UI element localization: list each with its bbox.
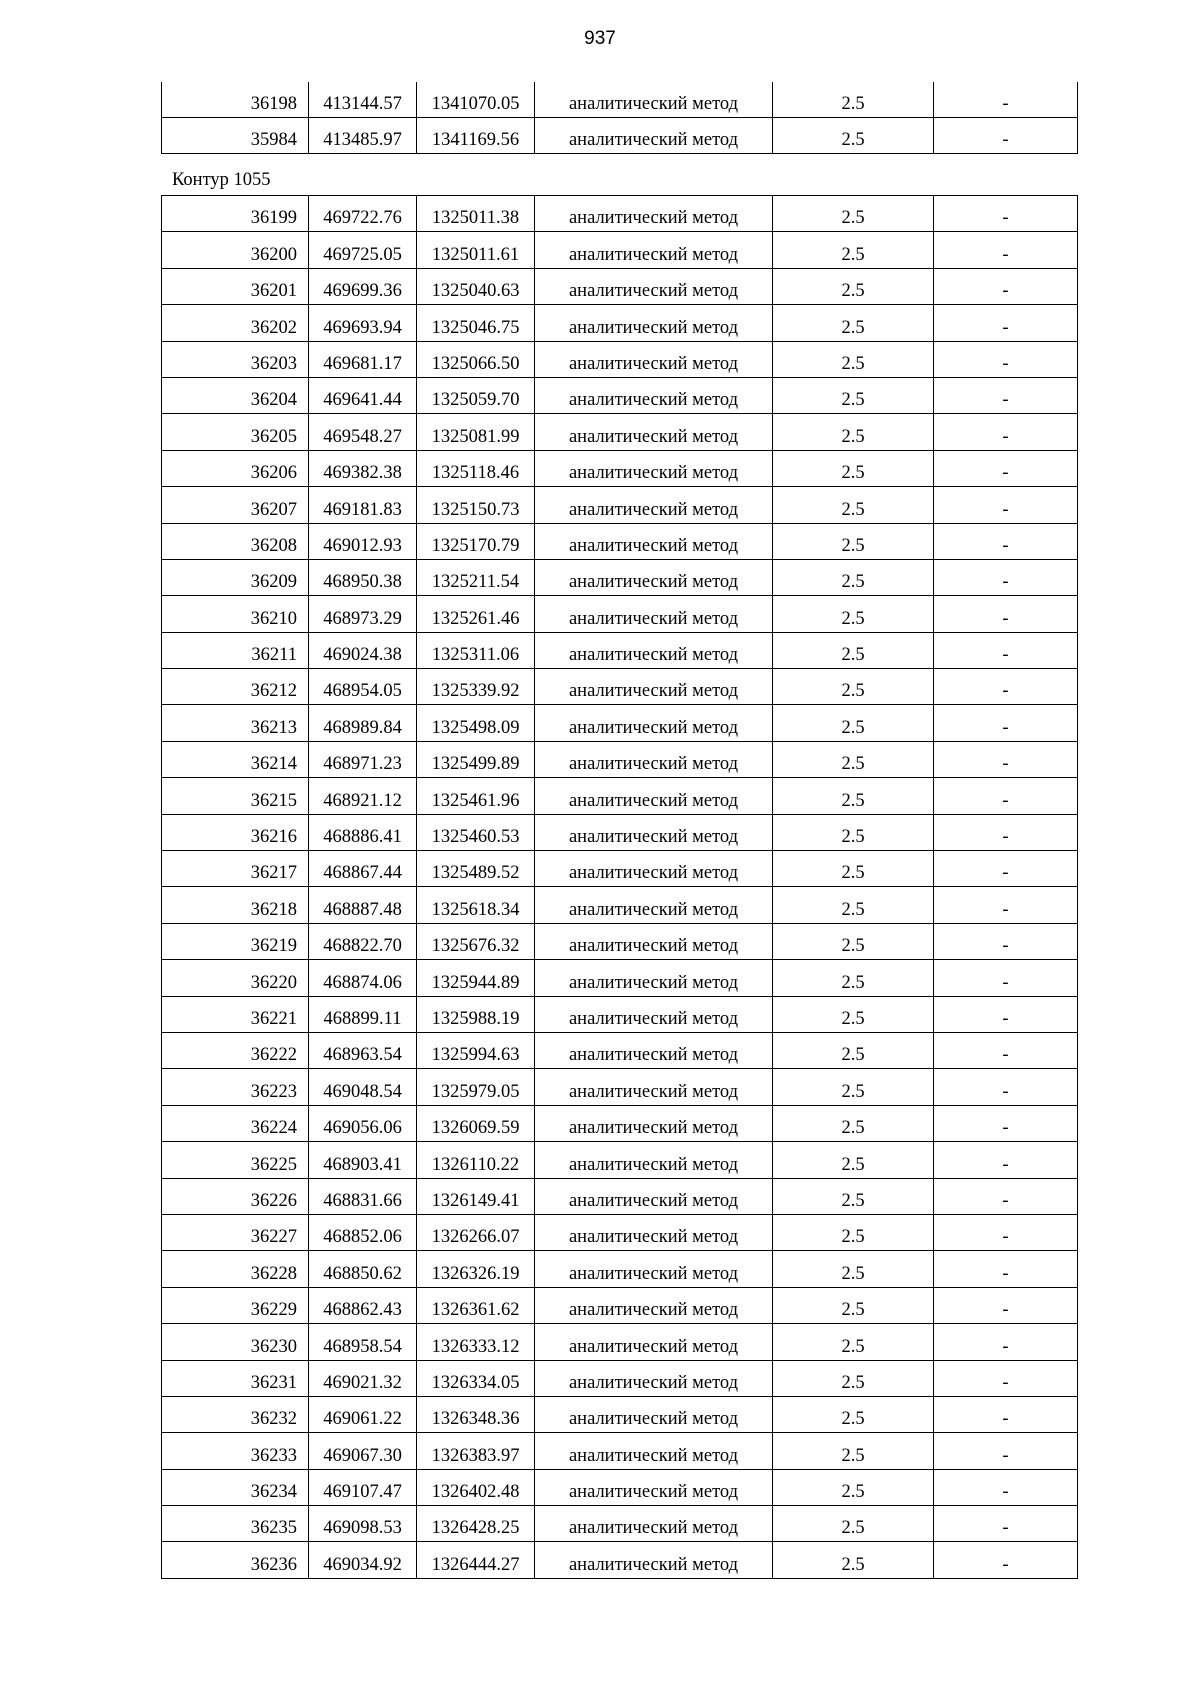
cell-coordinate-y: 1325046.75 — [417, 305, 535, 341]
cell-coordinate-y: 1325059.70 — [417, 377, 535, 413]
cell-accuracy: 2.5 — [773, 851, 934, 887]
cell-coordinate-y: 1325081.99 — [417, 414, 535, 450]
cell-coordinate-y: 1325988.19 — [417, 996, 535, 1032]
cell-note: - — [934, 1069, 1078, 1105]
cell-coordinate-y: 1325011.38 — [417, 196, 535, 232]
cell-coordinate-y: 1326266.07 — [417, 1214, 535, 1250]
cell-coordinate-y: 1325944.89 — [417, 960, 535, 996]
cell-accuracy: 2.5 — [773, 82, 934, 117]
cell-note: - — [934, 851, 1078, 887]
cell-point-number: 36209 — [162, 559, 309, 595]
cell-method: аналитический метод — [535, 523, 773, 559]
cell-note: - — [934, 1142, 1078, 1178]
cell-method: аналитический метод — [535, 341, 773, 377]
cell-coordinate-x: 468867.44 — [309, 851, 417, 887]
cell-point-number: 35984 — [162, 117, 309, 153]
table-row — [162, 559, 1078, 595]
cell-accuracy: 2.5 — [773, 1324, 934, 1360]
cell-accuracy: 2.5 — [773, 1105, 934, 1141]
cell-note: - — [934, 341, 1078, 377]
cell-coordinate-x: 469382.38 — [309, 450, 417, 486]
cell-accuracy: 2.5 — [773, 1433, 934, 1469]
table-row — [162, 487, 1078, 523]
cell-coordinate-y: 1325311.06 — [417, 632, 535, 668]
cell-point-number: 36218 — [162, 887, 309, 923]
table-row — [162, 814, 1078, 850]
cell-coordinate-x: 468973.29 — [309, 596, 417, 632]
table-row — [162, 1433, 1078, 1469]
cell-note: - — [934, 196, 1078, 232]
cell-note: - — [934, 268, 1078, 304]
coordinates-table-continued — [161, 82, 1078, 154]
cell-note: - — [934, 996, 1078, 1032]
cell-point-number: 36201 — [162, 268, 309, 304]
cell-note: - — [934, 559, 1078, 595]
cell-point-number: 36220 — [162, 960, 309, 996]
cell-accuracy: 2.5 — [773, 341, 934, 377]
cell-method: аналитический метод — [535, 268, 773, 304]
table-row — [162, 1506, 1078, 1542]
table-row — [162, 1469, 1078, 1505]
cell-method: аналитический метод — [535, 1069, 773, 1105]
cell-accuracy: 2.5 — [773, 1360, 934, 1396]
cell-accuracy: 2.5 — [773, 117, 934, 153]
table-body — [162, 82, 1078, 153]
cell-accuracy: 2.5 — [773, 414, 934, 450]
table-row — [162, 82, 1078, 117]
cell-accuracy: 2.5 — [773, 1542, 934, 1578]
table-row — [162, 1360, 1078, 1396]
cell-note: - — [934, 923, 1078, 959]
cell-coordinate-x: 469012.93 — [309, 523, 417, 559]
cell-point-number: 36235 — [162, 1506, 309, 1542]
table-row — [162, 851, 1078, 887]
table-row — [162, 996, 1078, 1032]
cell-note: - — [934, 1251, 1078, 1287]
cell-accuracy: 2.5 — [773, 559, 934, 595]
table-row — [162, 268, 1078, 304]
cell-method: аналитический метод — [535, 1105, 773, 1141]
cell-point-number: 36221 — [162, 996, 309, 1032]
cell-point-number: 36234 — [162, 1469, 309, 1505]
cell-accuracy: 2.5 — [773, 1396, 934, 1432]
cell-note: - — [934, 305, 1078, 341]
cell-point-number: 36223 — [162, 1069, 309, 1105]
cell-point-number: 36212 — [162, 669, 309, 705]
cell-coordinate-x: 469048.54 — [309, 1069, 417, 1105]
cell-coordinate-x: 469548.27 — [309, 414, 417, 450]
cell-coordinate-y: 1325170.79 — [417, 523, 535, 559]
cell-method: аналитический метод — [535, 1287, 773, 1323]
cell-coordinate-x: 468887.48 — [309, 887, 417, 923]
cell-point-number: 36210 — [162, 596, 309, 632]
cell-point-number: 36198 — [162, 82, 309, 117]
cell-point-number: 36217 — [162, 851, 309, 887]
cell-note: - — [934, 1214, 1078, 1250]
cell-coordinate-y: 1325461.96 — [417, 778, 535, 814]
cell-method: аналитический метод — [535, 1142, 773, 1178]
cell-coordinate-y: 1326402.48 — [417, 1469, 535, 1505]
cell-note: - — [934, 1469, 1078, 1505]
cell-coordinate-y: 1341070.05 — [417, 82, 535, 117]
table-row — [162, 887, 1078, 923]
cell-coordinate-y: 1326333.12 — [417, 1324, 535, 1360]
table-row — [162, 1032, 1078, 1068]
cell-method: аналитический метод — [535, 596, 773, 632]
cell-note: - — [934, 887, 1078, 923]
cell-point-number: 36233 — [162, 1433, 309, 1469]
cell-point-number: 36216 — [162, 814, 309, 850]
cell-method: аналитический метод — [535, 741, 773, 777]
table-row — [162, 1287, 1078, 1323]
cell-point-number: 36208 — [162, 523, 309, 559]
cell-accuracy: 2.5 — [773, 1069, 934, 1105]
cell-coordinate-y: 1325994.63 — [417, 1032, 535, 1068]
cell-coordinate-y: 1325676.32 — [417, 923, 535, 959]
cell-coordinate-x: 469699.36 — [309, 268, 417, 304]
table-row — [162, 705, 1078, 741]
cell-accuracy: 2.5 — [773, 814, 934, 850]
cell-accuracy: 2.5 — [773, 232, 934, 268]
cell-accuracy: 2.5 — [773, 632, 934, 668]
cell-coordinate-y: 1326348.36 — [417, 1396, 535, 1432]
cell-method: аналитический метод — [535, 1324, 773, 1360]
cell-coordinate-x: 469641.44 — [309, 377, 417, 413]
cell-coordinate-x: 468963.54 — [309, 1032, 417, 1068]
table-row — [162, 741, 1078, 777]
cell-accuracy: 2.5 — [773, 1178, 934, 1214]
cell-method: аналитический метод — [535, 778, 773, 814]
cell-coordinate-y: 1326326.19 — [417, 1251, 535, 1287]
cell-method: аналитический метод — [535, 923, 773, 959]
cell-method: аналитический метод — [535, 487, 773, 523]
cell-coordinate-x: 468903.41 — [309, 1142, 417, 1178]
cell-point-number: 36199 — [162, 196, 309, 232]
table-row — [162, 960, 1078, 996]
cell-accuracy: 2.5 — [773, 705, 934, 741]
table-row — [162, 450, 1078, 486]
cell-coordinate-x: 413144.57 — [309, 82, 417, 117]
cell-coordinate-x: 469693.94 — [309, 305, 417, 341]
cell-point-number: 36219 — [162, 923, 309, 959]
cell-coordinate-y: 1325489.52 — [417, 851, 535, 887]
cell-accuracy: 2.5 — [773, 669, 934, 705]
table-row — [162, 377, 1078, 413]
cell-coordinate-x: 413485.97 — [309, 117, 417, 153]
table-row — [162, 778, 1078, 814]
cell-coordinate-y: 1326069.59 — [417, 1105, 535, 1141]
cell-accuracy: 2.5 — [773, 268, 934, 304]
cell-coordinate-y: 1326444.27 — [417, 1542, 535, 1578]
cell-accuracy: 2.5 — [773, 778, 934, 814]
cell-coordinate-x: 469725.05 — [309, 232, 417, 268]
cell-method: аналитический метод — [535, 559, 773, 595]
cell-note: - — [934, 669, 1078, 705]
cell-note: - — [934, 523, 1078, 559]
cell-coordinate-x: 469181.83 — [309, 487, 417, 523]
cell-note: - — [934, 1396, 1078, 1432]
table-row — [162, 196, 1078, 232]
table-row — [162, 117, 1078, 153]
cell-method: аналитический метод — [535, 450, 773, 486]
cell-coordinate-y: 1326149.41 — [417, 1178, 535, 1214]
cell-coordinate-x: 468950.38 — [309, 559, 417, 595]
cell-accuracy: 2.5 — [773, 1032, 934, 1068]
cell-point-number: 36228 — [162, 1251, 309, 1287]
cell-coordinate-x: 468831.66 — [309, 1178, 417, 1214]
cell-method: аналитический метод — [535, 82, 773, 117]
cell-accuracy: 2.5 — [773, 1251, 934, 1287]
cell-method: аналитический метод — [535, 1506, 773, 1542]
cell-method: аналитический метод — [535, 996, 773, 1032]
cell-note: - — [934, 814, 1078, 850]
table-row — [162, 632, 1078, 668]
cell-coordinate-x: 469056.06 — [309, 1105, 417, 1141]
cell-note: - — [934, 632, 1078, 668]
cell-coordinate-x: 469098.53 — [309, 1506, 417, 1542]
cell-coordinate-x: 469061.22 — [309, 1396, 417, 1432]
cell-coordinate-x: 468971.23 — [309, 741, 417, 777]
cell-note: - — [934, 1178, 1078, 1214]
cell-accuracy: 2.5 — [773, 523, 934, 559]
cell-accuracy: 2.5 — [773, 596, 934, 632]
table-row — [162, 1069, 1078, 1105]
cell-coordinate-x: 469021.32 — [309, 1360, 417, 1396]
cell-note: - — [934, 117, 1078, 153]
cell-accuracy: 2.5 — [773, 1506, 934, 1542]
cell-coordinate-x: 468850.62 — [309, 1251, 417, 1287]
contour-label: Контур 1055 — [172, 170, 271, 190]
cell-coordinate-x: 468921.12 — [309, 778, 417, 814]
cell-method: аналитический метод — [535, 632, 773, 668]
cell-coordinate-y: 1325011.61 — [417, 232, 535, 268]
cell-method: аналитический метод — [535, 814, 773, 850]
cell-coordinate-x: 468886.41 — [309, 814, 417, 850]
cell-coordinate-y: 1326334.05 — [417, 1360, 535, 1396]
cell-accuracy: 2.5 — [773, 1287, 934, 1323]
cell-coordinate-x: 468989.84 — [309, 705, 417, 741]
table-row — [162, 341, 1078, 377]
cell-method: аналитический метод — [535, 232, 773, 268]
cell-coordinate-y: 1325211.54 — [417, 559, 535, 595]
cell-note: - — [934, 1506, 1078, 1542]
cell-method: аналитический метод — [535, 705, 773, 741]
cell-note: - — [934, 705, 1078, 741]
table-row — [162, 523, 1078, 559]
cell-point-number: 36213 — [162, 705, 309, 741]
cell-point-number: 36222 — [162, 1032, 309, 1068]
cell-point-number: 36204 — [162, 377, 309, 413]
cell-coordinate-x: 469681.17 — [309, 341, 417, 377]
cell-accuracy: 2.5 — [773, 1469, 934, 1505]
table-row — [162, 669, 1078, 705]
table-row — [162, 305, 1078, 341]
cell-point-number: 36205 — [162, 414, 309, 450]
cell-coordinate-x: 469034.92 — [309, 1542, 417, 1578]
cell-method: аналитический метод — [535, 851, 773, 887]
cell-point-number: 36227 — [162, 1214, 309, 1250]
cell-point-number: 36211 — [162, 632, 309, 668]
cell-point-number: 36230 — [162, 1324, 309, 1360]
cell-point-number: 36200 — [162, 232, 309, 268]
table-row — [162, 1251, 1078, 1287]
cell-accuracy: 2.5 — [773, 196, 934, 232]
cell-note: - — [934, 741, 1078, 777]
table-row — [162, 1105, 1078, 1141]
cell-method: аналитический метод — [535, 1469, 773, 1505]
cell-note: - — [934, 450, 1078, 486]
cell-accuracy: 2.5 — [773, 923, 934, 959]
cell-coordinate-y: 1326361.62 — [417, 1287, 535, 1323]
cell-coordinate-y: 1325339.92 — [417, 669, 535, 705]
page-number: 937 — [584, 28, 616, 49]
cell-method: аналитический метод — [535, 1542, 773, 1578]
cell-accuracy: 2.5 — [773, 887, 934, 923]
cell-note: - — [934, 596, 1078, 632]
cell-method: аналитический метод — [535, 377, 773, 413]
cell-coordinate-x: 468822.70 — [309, 923, 417, 959]
cell-point-number: 36202 — [162, 305, 309, 341]
cell-note: - — [934, 1287, 1078, 1323]
cell-method: аналитический метод — [535, 1396, 773, 1432]
cell-coordinate-x: 468958.54 — [309, 1324, 417, 1360]
cell-note: - — [934, 1433, 1078, 1469]
cell-coordinate-y: 1325066.50 — [417, 341, 535, 377]
cell-note: - — [934, 778, 1078, 814]
cell-point-number: 36215 — [162, 778, 309, 814]
cell-coordinate-x: 468862.43 — [309, 1287, 417, 1323]
cell-accuracy: 2.5 — [773, 1214, 934, 1250]
cell-coordinate-y: 1325499.89 — [417, 741, 535, 777]
cell-method: аналитический метод — [535, 414, 773, 450]
table-row — [162, 232, 1078, 268]
table-body — [162, 196, 1078, 1579]
cell-coordinate-y: 1325618.34 — [417, 887, 535, 923]
cell-accuracy: 2.5 — [773, 996, 934, 1032]
cell-accuracy: 2.5 — [773, 377, 934, 413]
table-row — [162, 414, 1078, 450]
table-row — [162, 1214, 1078, 1250]
cell-accuracy: 2.5 — [773, 741, 934, 777]
cell-coordinate-x: 468852.06 — [309, 1214, 417, 1250]
cell-method: аналитический метод — [535, 1214, 773, 1250]
cell-coordinate-x: 468899.11 — [309, 996, 417, 1032]
cell-method: аналитический метод — [535, 305, 773, 341]
cell-coordinate-y: 1325118.46 — [417, 450, 535, 486]
cell-note: - — [934, 960, 1078, 996]
cell-point-number: 36231 — [162, 1360, 309, 1396]
table-row — [162, 1142, 1078, 1178]
table-row — [162, 1542, 1078, 1578]
cell-coordinate-y: 1325460.53 — [417, 814, 535, 850]
cell-point-number: 36236 — [162, 1542, 309, 1578]
cell-coordinate-y: 1341169.56 — [417, 117, 535, 153]
cell-note: - — [934, 377, 1078, 413]
cell-point-number: 36225 — [162, 1142, 309, 1178]
cell-note: - — [934, 1360, 1078, 1396]
table-row — [162, 1178, 1078, 1214]
cell-method: аналитический метод — [535, 117, 773, 153]
cell-coordinate-x: 469024.38 — [309, 632, 417, 668]
cell-note: - — [934, 1324, 1078, 1360]
cell-note: - — [934, 487, 1078, 523]
table-row — [162, 596, 1078, 632]
table-row — [162, 923, 1078, 959]
cell-coordinate-x: 468954.05 — [309, 669, 417, 705]
cell-point-number: 36207 — [162, 487, 309, 523]
table-row — [162, 1324, 1078, 1360]
cell-method: аналитический метод — [535, 960, 773, 996]
cell-coordinate-y: 1326428.25 — [417, 1506, 535, 1542]
cell-point-number: 36214 — [162, 741, 309, 777]
cell-coordinate-x: 469722.76 — [309, 196, 417, 232]
cell-point-number: 36206 — [162, 450, 309, 486]
cell-coordinate-y: 1325150.73 — [417, 487, 535, 523]
coordinates-table-contour — [161, 195, 1078, 1579]
cell-method: аналитический метод — [535, 1433, 773, 1469]
cell-coordinate-y: 1325261.46 — [417, 596, 535, 632]
table-row — [162, 1396, 1078, 1432]
cell-accuracy: 2.5 — [773, 487, 934, 523]
cell-point-number: 36229 — [162, 1287, 309, 1323]
cell-method: аналитический метод — [535, 1032, 773, 1068]
cell-note: - — [934, 414, 1078, 450]
cell-point-number: 36203 — [162, 341, 309, 377]
cell-method: аналитический метод — [535, 887, 773, 923]
cell-coordinate-y: 1326383.97 — [417, 1433, 535, 1469]
cell-coordinate-y: 1326110.22 — [417, 1142, 535, 1178]
cell-coordinate-y: 1325040.63 — [417, 268, 535, 304]
cell-method: аналитический метод — [535, 1251, 773, 1287]
cell-coordinate-y: 1325979.05 — [417, 1069, 535, 1105]
cell-note: - — [934, 1542, 1078, 1578]
cell-coordinate-y: 1325498.09 — [417, 705, 535, 741]
cell-accuracy: 2.5 — [773, 960, 934, 996]
cell-coordinate-x: 468874.06 — [309, 960, 417, 996]
cell-method: аналитический метод — [535, 669, 773, 705]
cell-note: - — [934, 1032, 1078, 1068]
cell-accuracy: 2.5 — [773, 1142, 934, 1178]
cell-method: аналитический метод — [535, 1178, 773, 1214]
cell-note: - — [934, 1105, 1078, 1141]
cell-note: - — [934, 82, 1078, 117]
cell-method: аналитический метод — [535, 1360, 773, 1396]
cell-point-number: 36224 — [162, 1105, 309, 1141]
cell-coordinate-x: 469067.30 — [309, 1433, 417, 1469]
cell-method: аналитический метод — [535, 196, 773, 232]
cell-note: - — [934, 232, 1078, 268]
cell-accuracy: 2.5 — [773, 450, 934, 486]
cell-coordinate-x: 469107.47 — [309, 1469, 417, 1505]
cell-point-number: 36226 — [162, 1178, 309, 1214]
cell-point-number: 36232 — [162, 1396, 309, 1432]
cell-accuracy: 2.5 — [773, 305, 934, 341]
